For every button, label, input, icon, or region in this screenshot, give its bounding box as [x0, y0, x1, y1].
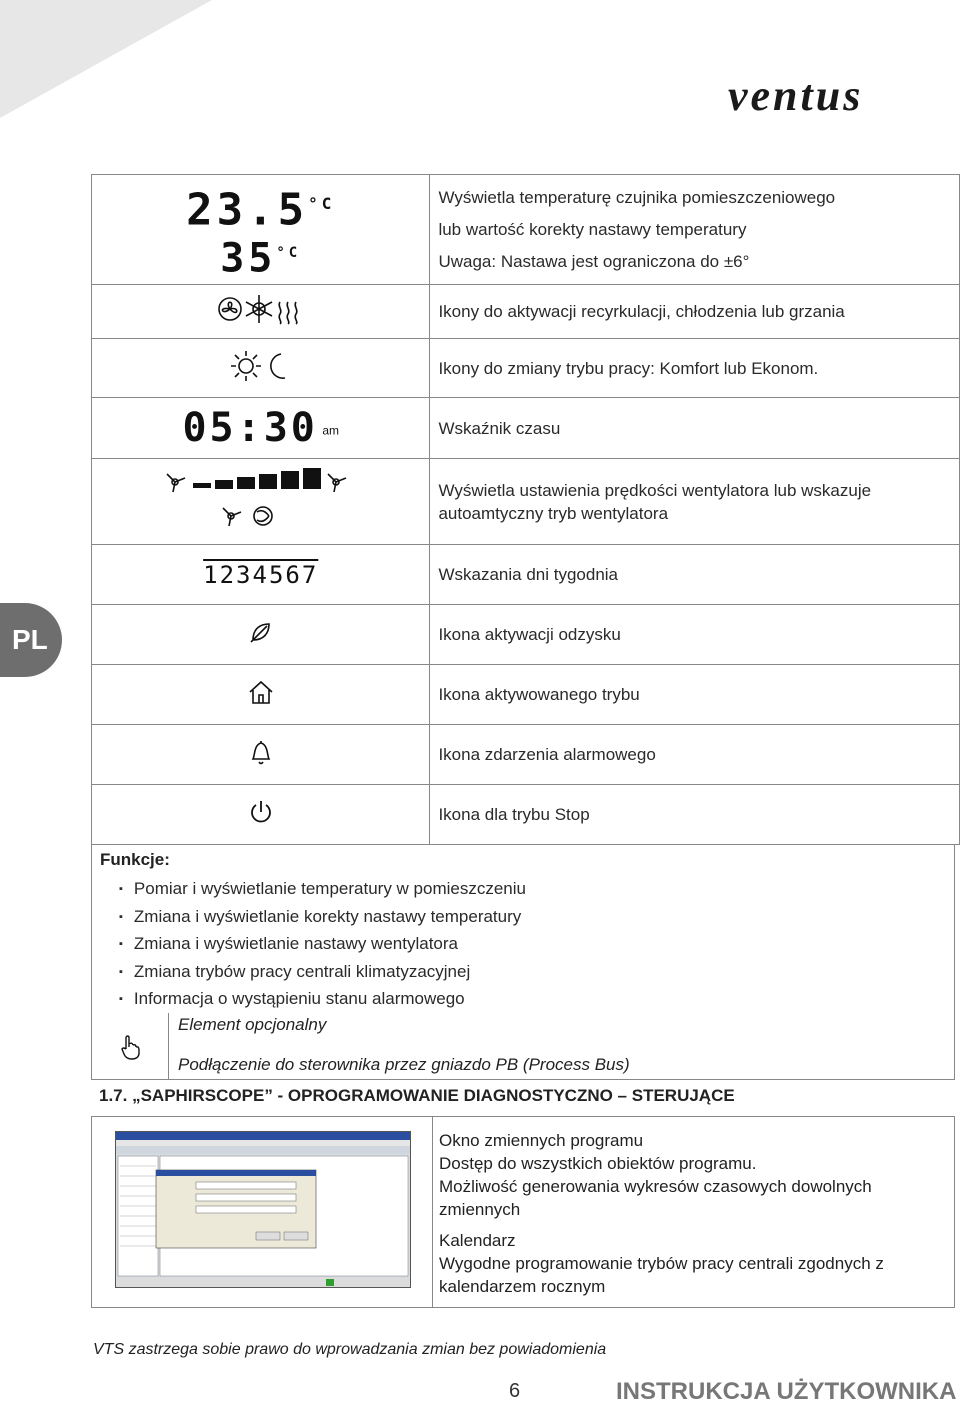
row-description: Wskazania dni tygodnia — [430, 545, 960, 605]
optional-element-label: Element opcjonalny — [178, 1015, 327, 1034]
temperature-display-icon: $23.5^{^\circ C}$ $35^{^\circ C}$ — [92, 175, 430, 285]
comfort-economy-icons — [92, 339, 430, 398]
row-description: Ikona dla trybu Stop — [430, 785, 960, 845]
pointing-hand-icon — [120, 1035, 142, 1061]
active-mode-house-icon — [92, 665, 430, 725]
software-screenshot — [115, 1131, 411, 1288]
list-item: ▪ Zmiana trybów pracy centrali klimatyzacyjnej — [130, 958, 526, 986]
row-description: Ikony do zmiany trybu pracy: Komfort lub Ekonom. — [430, 339, 960, 398]
row-description: Ikona aktywacji odzysku — [430, 605, 960, 665]
language-tab: PL — [0, 603, 62, 677]
stop-power-icon — [92, 785, 430, 845]
row-description: Ikona aktywowanego trybu — [430, 665, 960, 725]
section-title: 1.7. „SAPHIRSCOPE” - OPROGRAMOWANIE DIAGNOSTYCZNO – STERUJĄCE — [99, 1086, 735, 1105]
row-description: Wyświetla ustawienia prędkości wentylatora lub wskazuje autoamtyczny tryb wentylatora — [430, 459, 960, 545]
time-display-icon: 05:30 $^{am}$ — [92, 398, 430, 459]
recirculation-cooling-heating-icons — [92, 285, 430, 339]
row-description: Ikona zdarzenia alarmowego — [430, 725, 960, 785]
alarm-bell-icon — [92, 725, 430, 785]
functions-box — [91, 845, 955, 1080]
footer-title: INSTRUKCJA UŻYTKOWNIKA — [616, 1378, 957, 1405]
weekday-display-icon: 1234567 — [92, 545, 430, 605]
list-item: ▪ Zmiana i wyświetlanie korekty nastawy temperatury — [130, 903, 526, 931]
row-description: Wskaźnik czasu — [430, 398, 960, 459]
screenshot-cell — [92, 1117, 433, 1307]
saphirscope-description: Okno zmiennych programu Dostęp do wszystkich obiektów programu. Możliwość generowania wykresów czasowych dowolnych zmiennych Kalendarz Wygodne programowanie trybów pracy centrali zgodnych z kalendarzem rocznym — [439, 1131, 884, 1296]
connection-label: Podłączenie do sterownika przez gniazdo PB (Process Bus) — [178, 1055, 630, 1074]
fan-speed-icons — [92, 459, 430, 545]
disclaimer-note: VTS zastrzega sobie prawo do wprowadzania zmian bez powiadomienia — [93, 1341, 607, 1358]
corner-decoration — [0, 0, 215, 120]
functions-title: Funkcje: — [100, 850, 170, 869]
page-number: 6 — [509, 1380, 521, 1402]
heat-recovery-icon — [92, 605, 430, 665]
icon-table — [91, 174, 960, 845]
saphirscope-box — [91, 1116, 955, 1308]
optional-marker-cell — [92, 1013, 169, 1080]
functions-list — [130, 875, 526, 1013]
list-item: ▪ Pomiar i wyświetlanie temperatury w pomieszczeniu — [130, 875, 526, 903]
row-description: Ikony do aktywacji recyrkulacji, chłodzenia lub grzania — [430, 285, 960, 339]
brand-logo: ventus — [728, 71, 864, 120]
list-item: ▪ Informacja o wystąpieniu stanu alarmowego — [130, 985, 526, 1013]
list-item: ▪ Zmiana i wyświetlanie nastawy wentylatora — [130, 930, 526, 958]
row-description: Wyświetla temperaturę czujnika pomieszczeniowego lub wartość korekty nastawy temperatury Uwaga: Nastawa jest ograniczona do ±6° — [430, 175, 960, 285]
